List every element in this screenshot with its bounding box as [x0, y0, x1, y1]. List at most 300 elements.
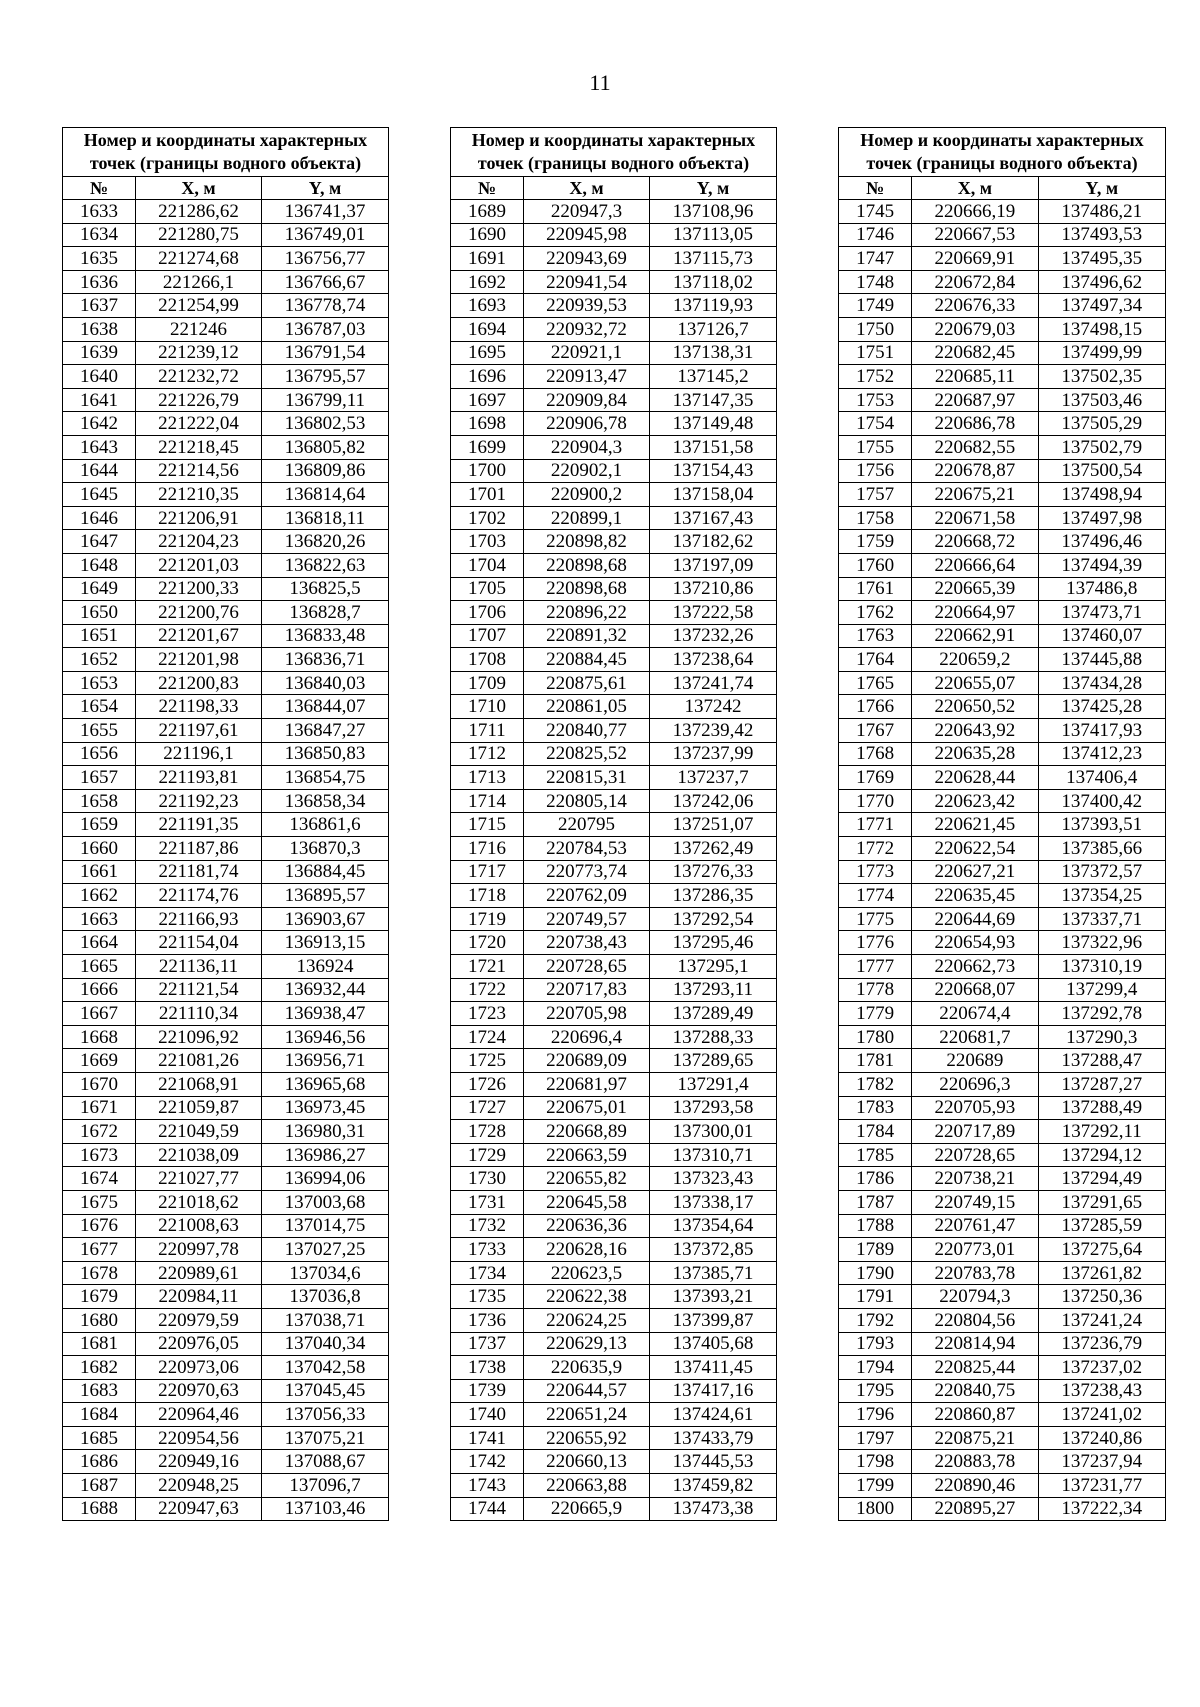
- table-row: [451, 1332, 777, 1356]
- x-coordinate-cell: 220621,45: [912, 813, 1038, 837]
- point-number-cell: 1674: [63, 1167, 136, 1191]
- x-coordinate-cell: 220815,31: [524, 766, 650, 790]
- y-coordinate-cell: 137299,4: [1038, 978, 1165, 1002]
- point-number-cell: 1703: [451, 530, 524, 554]
- table-row: [839, 1474, 1166, 1498]
- table-row: [63, 1356, 389, 1380]
- x-coordinate-cell: 221136,11: [136, 955, 262, 979]
- table-row: [839, 1238, 1166, 1262]
- y-coordinate-cell: 137108,96: [650, 200, 777, 224]
- y-coordinate-cell: 137292,54: [650, 907, 777, 931]
- x-coordinate-cell: 220675,01: [524, 1096, 650, 1120]
- table-row: [451, 200, 777, 224]
- x-coordinate-cell: 220635,45: [912, 884, 1038, 908]
- table-row: [451, 435, 777, 459]
- x-coordinate-cell: 220906,78: [524, 412, 650, 436]
- y-coordinate-cell: 136791,54: [262, 341, 389, 365]
- point-number-cell: 1755: [839, 435, 912, 459]
- table-row: [451, 1167, 777, 1191]
- table-row: [63, 1049, 389, 1073]
- point-number-cell: 1725: [451, 1049, 524, 1073]
- point-number-cell: 1681: [63, 1332, 136, 1356]
- y-coordinate-cell: 137241,74: [650, 671, 777, 695]
- point-number-cell: 1706: [451, 601, 524, 625]
- table-row: [839, 648, 1166, 672]
- table-caption: Номер и координаты характерных точек (границы водного объекта): [63, 128, 389, 177]
- table-row: [63, 813, 389, 837]
- x-coordinate-cell: 220883,78: [912, 1450, 1038, 1474]
- y-coordinate-cell: 137294,49: [1038, 1167, 1165, 1191]
- table-row: [839, 412, 1166, 436]
- table-row: [839, 1190, 1166, 1214]
- table-row: [63, 483, 389, 507]
- point-number-cell: 1643: [63, 435, 136, 459]
- x-coordinate-cell: 220628,44: [912, 766, 1038, 790]
- y-coordinate-cell: 137038,71: [262, 1308, 389, 1332]
- x-coordinate-cell: 220943,69: [524, 247, 650, 271]
- point-number-cell: 1671: [63, 1096, 136, 1120]
- point-number-cell: 1649: [63, 577, 136, 601]
- x-coordinate-cell: 221222,04: [136, 412, 262, 436]
- table-row: [839, 1450, 1166, 1474]
- x-coordinate-cell: 220947,3: [524, 200, 650, 224]
- point-number-cell: 1648: [63, 553, 136, 577]
- x-coordinate-cell: 220783,78: [912, 1261, 1038, 1285]
- y-coordinate-cell: 136802,53: [262, 412, 389, 436]
- x-coordinate-cell: 220681,97: [524, 1072, 650, 1096]
- point-number-cell: 1668: [63, 1025, 136, 1049]
- table-row: [451, 1096, 777, 1120]
- x-coordinate-cell: 221197,61: [136, 719, 262, 743]
- table-row: [63, 978, 389, 1002]
- point-number-cell: 1718: [451, 884, 524, 908]
- point-number-cell: 1693: [451, 294, 524, 318]
- table-row: [839, 624, 1166, 648]
- point-number-cell: 1764: [839, 648, 912, 672]
- x-coordinate-cell: 221110,34: [136, 1002, 262, 1026]
- x-coordinate-cell: 220973,06: [136, 1356, 262, 1380]
- x-coordinate-cell: 220629,13: [524, 1332, 650, 1356]
- table-row: [451, 1356, 777, 1380]
- y-coordinate-cell: 137056,33: [262, 1403, 389, 1427]
- x-coordinate-cell: 220954,56: [136, 1426, 262, 1450]
- table-row: [63, 577, 389, 601]
- point-number-cell: 1763: [839, 624, 912, 648]
- x-coordinate-cell: 220655,07: [912, 671, 1038, 695]
- y-coordinate-cell: 136861,6: [262, 813, 389, 837]
- x-coordinate-cell: 221096,92: [136, 1025, 262, 1049]
- x-coordinate-cell: 220909,84: [524, 388, 650, 412]
- y-coordinate-cell: 137014,75: [262, 1214, 389, 1238]
- x-coordinate-cell: 220623,5: [524, 1261, 650, 1285]
- y-coordinate-cell: 137434,28: [1038, 671, 1165, 695]
- y-coordinate-cell: 137237,94: [1038, 1450, 1165, 1474]
- x-coordinate-cell: 220668,89: [524, 1120, 650, 1144]
- y-coordinate-cell: 137425,28: [1038, 695, 1165, 719]
- point-number-cell: 1790: [839, 1261, 912, 1285]
- table-row: [451, 1002, 777, 1026]
- y-coordinate-cell: 137197,09: [650, 553, 777, 577]
- y-coordinate-cell: 136858,34: [262, 789, 389, 813]
- y-coordinate-cell: 136854,75: [262, 766, 389, 790]
- point-number-cell: 1746: [839, 223, 912, 247]
- point-number-cell: 1650: [63, 601, 136, 625]
- column-header-number: №: [451, 177, 524, 200]
- x-coordinate-cell: 220678,87: [912, 459, 1038, 483]
- x-coordinate-cell: 220984,11: [136, 1285, 262, 1309]
- y-coordinate-cell: 137287,27: [1038, 1072, 1165, 1096]
- y-coordinate-cell: 137210,86: [650, 577, 777, 601]
- y-coordinate-cell: 137145,2: [650, 365, 777, 389]
- y-coordinate-cell: 137300,01: [650, 1120, 777, 1144]
- x-coordinate-cell: 220679,03: [912, 317, 1038, 341]
- table-row: [839, 978, 1166, 1002]
- table-body: [839, 200, 1166, 1521]
- x-coordinate-cell: 221200,76: [136, 601, 262, 625]
- point-number-cell: 1639: [63, 341, 136, 365]
- x-coordinate-cell: 220738,43: [524, 931, 650, 955]
- table-row: [839, 719, 1166, 743]
- x-coordinate-cell: 220654,93: [912, 931, 1038, 955]
- point-number-cell: 1690: [451, 223, 524, 247]
- point-number-cell: 1685: [63, 1426, 136, 1450]
- x-coordinate-cell: 220662,73: [912, 955, 1038, 979]
- y-coordinate-cell: 137295,46: [650, 931, 777, 955]
- y-coordinate-cell: 137158,04: [650, 483, 777, 507]
- y-coordinate-cell: 136938,47: [262, 1002, 389, 1026]
- y-coordinate-cell: 137147,35: [650, 388, 777, 412]
- y-coordinate-cell: 137288,49: [1038, 1096, 1165, 1120]
- x-coordinate-cell: 220665,39: [912, 577, 1038, 601]
- point-number-cell: 1644: [63, 459, 136, 483]
- table-row: [451, 1190, 777, 1214]
- table-row: [451, 789, 777, 813]
- y-coordinate-cell: 137337,71: [1038, 907, 1165, 931]
- y-coordinate-cell: 137502,35: [1038, 365, 1165, 389]
- point-number-cell: 1789: [839, 1238, 912, 1262]
- x-coordinate-cell: 220825,44: [912, 1356, 1038, 1380]
- y-coordinate-cell: 137295,1: [650, 955, 777, 979]
- point-number-cell: 1701: [451, 483, 524, 507]
- x-coordinate-cell: 220717,83: [524, 978, 650, 1002]
- y-coordinate-cell: 137498,15: [1038, 317, 1165, 341]
- table-row: [451, 1214, 777, 1238]
- y-coordinate-cell: 137115,73: [650, 247, 777, 271]
- y-coordinate-cell: 137354,64: [650, 1214, 777, 1238]
- x-coordinate-cell: 221038,09: [136, 1143, 262, 1167]
- y-coordinate-cell: 137417,16: [650, 1379, 777, 1403]
- point-number-cell: 1776: [839, 931, 912, 955]
- y-coordinate-cell: 137310,71: [650, 1143, 777, 1167]
- table-row: [63, 1332, 389, 1356]
- table-row: [451, 530, 777, 554]
- point-number-cell: 1700: [451, 459, 524, 483]
- y-coordinate-cell: 137354,25: [1038, 884, 1165, 908]
- point-number-cell: 1689: [451, 200, 524, 224]
- table-row: [839, 483, 1166, 507]
- y-coordinate-cell: 137285,59: [1038, 1214, 1165, 1238]
- x-coordinate-cell: 221200,33: [136, 577, 262, 601]
- x-coordinate-cell: 220921,1: [524, 341, 650, 365]
- table-row: [451, 1143, 777, 1167]
- table-row: [839, 388, 1166, 412]
- point-number-cell: 1777: [839, 955, 912, 979]
- point-number-cell: 1756: [839, 459, 912, 483]
- point-number-cell: 1724: [451, 1025, 524, 1049]
- table-row: [451, 1474, 777, 1498]
- x-coordinate-cell: 220898,68: [524, 577, 650, 601]
- x-coordinate-cell: 220627,21: [912, 860, 1038, 884]
- point-number-cell: 1658: [63, 789, 136, 813]
- point-number-cell: 1652: [63, 648, 136, 672]
- y-coordinate-cell: 137288,47: [1038, 1049, 1165, 1073]
- x-coordinate-cell: 220875,21: [912, 1426, 1038, 1450]
- y-coordinate-cell: 137276,33: [650, 860, 777, 884]
- y-coordinate-cell: 137237,99: [650, 742, 777, 766]
- y-coordinate-cell: 137486,8: [1038, 577, 1165, 601]
- x-coordinate-cell: 220895,27: [912, 1497, 1038, 1521]
- x-coordinate-cell: 220976,05: [136, 1332, 262, 1356]
- point-number-cell: 1719: [451, 907, 524, 931]
- x-coordinate-cell: 220676,33: [912, 294, 1038, 318]
- x-coordinate-cell: 220896,22: [524, 601, 650, 625]
- point-number-cell: 1744: [451, 1497, 524, 1521]
- y-coordinate-cell: 137237,7: [650, 766, 777, 790]
- point-number-cell: 1782: [839, 1072, 912, 1096]
- y-coordinate-cell: 137499,99: [1038, 341, 1165, 365]
- column-header-x: X, м: [524, 177, 650, 200]
- x-coordinate-cell: 221206,91: [136, 506, 262, 530]
- point-number-cell: 1636: [63, 270, 136, 294]
- point-number-cell: 1704: [451, 553, 524, 577]
- table-row: [839, 577, 1166, 601]
- y-coordinate-cell: 136973,45: [262, 1096, 389, 1120]
- x-coordinate-cell: 220672,84: [912, 270, 1038, 294]
- y-coordinate-cell: 136850,83: [262, 742, 389, 766]
- y-coordinate-cell: 137239,42: [650, 719, 777, 743]
- table-row: [839, 294, 1166, 318]
- column-header-x: X, м: [136, 177, 262, 200]
- point-number-cell: 1780: [839, 1025, 912, 1049]
- table-row: [839, 341, 1166, 365]
- table-row: [451, 813, 777, 837]
- x-coordinate-cell: 221204,23: [136, 530, 262, 554]
- point-number-cell: 1775: [839, 907, 912, 931]
- table-row: [451, 1261, 777, 1285]
- x-coordinate-cell: 220890,46: [912, 1474, 1038, 1498]
- y-coordinate-cell: 137400,42: [1038, 789, 1165, 813]
- x-coordinate-cell: 220814,94: [912, 1332, 1038, 1356]
- table-row: [63, 317, 389, 341]
- column-header-number: №: [63, 177, 136, 200]
- x-coordinate-cell: 221280,75: [136, 223, 262, 247]
- y-coordinate-cell: 137232,26: [650, 624, 777, 648]
- x-coordinate-cell: 220655,82: [524, 1167, 650, 1191]
- table-row: [63, 1167, 389, 1191]
- x-coordinate-cell: 220784,53: [524, 837, 650, 861]
- point-number-cell: 1642: [63, 412, 136, 436]
- point-number-cell: 1793: [839, 1332, 912, 1356]
- y-coordinate-cell: 137126,7: [650, 317, 777, 341]
- table-row: [451, 601, 777, 625]
- point-number-cell: 1778: [839, 978, 912, 1002]
- table-row: [451, 931, 777, 955]
- point-number-cell: 1767: [839, 719, 912, 743]
- x-coordinate-cell: 220659,2: [912, 648, 1038, 672]
- point-number-cell: 1641: [63, 388, 136, 412]
- y-coordinate-cell: 137493,53: [1038, 223, 1165, 247]
- x-coordinate-cell: 221059,87: [136, 1096, 262, 1120]
- point-number-cell: 1769: [839, 766, 912, 790]
- table-row: [63, 1474, 389, 1498]
- point-number-cell: 1760: [839, 553, 912, 577]
- table-row: [451, 223, 777, 247]
- y-coordinate-cell: 136840,03: [262, 671, 389, 695]
- table-row: [451, 695, 777, 719]
- y-coordinate-cell: 136766,67: [262, 270, 389, 294]
- x-coordinate-cell: 220861,05: [524, 695, 650, 719]
- y-coordinate-cell: 137151,58: [650, 435, 777, 459]
- y-coordinate-cell: 137486,21: [1038, 200, 1165, 224]
- point-number-cell: 1741: [451, 1426, 524, 1450]
- y-coordinate-cell: 137242: [650, 695, 777, 719]
- point-number-cell: 1683: [63, 1379, 136, 1403]
- table-row: [63, 388, 389, 412]
- x-coordinate-cell: 220705,93: [912, 1096, 1038, 1120]
- point-number-cell: 1653: [63, 671, 136, 695]
- point-number-cell: 1783: [839, 1096, 912, 1120]
- x-coordinate-cell: 220644,69: [912, 907, 1038, 931]
- table-row: [63, 1450, 389, 1474]
- table-row: [839, 1426, 1166, 1450]
- x-coordinate-cell: 220749,57: [524, 907, 650, 931]
- x-coordinate-cell: 220941,54: [524, 270, 650, 294]
- y-coordinate-cell: 136805,82: [262, 435, 389, 459]
- table-row: [63, 1025, 389, 1049]
- x-coordinate-cell: 220668,72: [912, 530, 1038, 554]
- table-row: [839, 1497, 1166, 1521]
- table-row: [451, 341, 777, 365]
- x-coordinate-cell: 220682,55: [912, 435, 1038, 459]
- point-number-cell: 1747: [839, 247, 912, 271]
- x-coordinate-cell: 221226,79: [136, 388, 262, 412]
- point-number-cell: 1699: [451, 435, 524, 459]
- point-number-cell: 1736: [451, 1308, 524, 1332]
- y-coordinate-cell: 137113,05: [650, 223, 777, 247]
- point-number-cell: 1786: [839, 1167, 912, 1191]
- x-coordinate-cell: 221154,04: [136, 931, 262, 955]
- x-coordinate-cell: 220681,7: [912, 1025, 1038, 1049]
- y-coordinate-cell: 137310,19: [1038, 955, 1165, 979]
- point-number-cell: 1732: [451, 1214, 524, 1238]
- x-coordinate-cell: 220669,91: [912, 247, 1038, 271]
- x-coordinate-cell: 221174,76: [136, 884, 262, 908]
- y-coordinate-cell: 137503,46: [1038, 388, 1165, 412]
- y-coordinate-cell: 136756,77: [262, 247, 389, 271]
- y-coordinate-cell: 136994,06: [262, 1167, 389, 1191]
- coordinates-table-1: [62, 127, 389, 1521]
- point-number-cell: 1771: [839, 813, 912, 837]
- point-number-cell: 1752: [839, 365, 912, 389]
- table-row: [451, 1120, 777, 1144]
- point-number-cell: 1723: [451, 1002, 524, 1026]
- table-row: [451, 1379, 777, 1403]
- table-row: [839, 671, 1166, 695]
- y-coordinate-cell: 137459,82: [650, 1474, 777, 1498]
- table-row: [451, 317, 777, 341]
- y-coordinate-cell: 137236,79: [1038, 1332, 1165, 1356]
- x-coordinate-cell: 220664,97: [912, 601, 1038, 625]
- point-number-cell: 1710: [451, 695, 524, 719]
- x-coordinate-cell: 220717,89: [912, 1120, 1038, 1144]
- y-coordinate-cell: 136809,86: [262, 459, 389, 483]
- x-coordinate-cell: 220825,52: [524, 742, 650, 766]
- x-coordinate-cell: 220898,68: [524, 553, 650, 577]
- x-coordinate-cell: 221068,91: [136, 1072, 262, 1096]
- point-number-cell: 1665: [63, 955, 136, 979]
- table-row: [839, 1261, 1166, 1285]
- table-row: [839, 247, 1166, 271]
- y-coordinate-cell: 137027,25: [262, 1238, 389, 1262]
- x-coordinate-cell: 220728,65: [524, 955, 650, 979]
- point-number-cell: 1637: [63, 294, 136, 318]
- point-number-cell: 1734: [451, 1261, 524, 1285]
- x-coordinate-cell: 221081,26: [136, 1049, 262, 1073]
- point-number-cell: 1651: [63, 624, 136, 648]
- x-coordinate-cell: 220773,01: [912, 1238, 1038, 1262]
- x-coordinate-cell: 220667,53: [912, 223, 1038, 247]
- point-number-cell: 1640: [63, 365, 136, 389]
- y-coordinate-cell: 137238,43: [1038, 1379, 1165, 1403]
- x-coordinate-cell: 221187,86: [136, 837, 262, 861]
- y-coordinate-cell: 136946,56: [262, 1025, 389, 1049]
- table-row: [451, 459, 777, 483]
- point-number-cell: 1635: [63, 247, 136, 271]
- x-coordinate-cell: 221018,62: [136, 1190, 262, 1214]
- x-coordinate-cell: 220665,9: [524, 1497, 650, 1521]
- table-row: [63, 506, 389, 530]
- x-coordinate-cell: 220761,47: [912, 1214, 1038, 1238]
- y-coordinate-cell: 136932,44: [262, 978, 389, 1002]
- x-coordinate-cell: 221121,54: [136, 978, 262, 1002]
- point-number-cell: 1757: [839, 483, 912, 507]
- x-coordinate-cell: 220997,78: [136, 1238, 262, 1262]
- column-header-y: Y, м: [262, 177, 389, 200]
- y-coordinate-cell: 137291,65: [1038, 1190, 1165, 1214]
- point-number-cell: 1788: [839, 1214, 912, 1238]
- table-row: [839, 1214, 1166, 1238]
- table-row: [63, 671, 389, 695]
- point-number-cell: 1707: [451, 624, 524, 648]
- x-coordinate-cell: 221286,62: [136, 200, 262, 224]
- y-coordinate-cell: 137500,54: [1038, 459, 1165, 483]
- x-coordinate-cell: 220674,4: [912, 1002, 1038, 1026]
- x-coordinate-cell: 220947,63: [136, 1497, 262, 1521]
- x-coordinate-cell: 221191,35: [136, 813, 262, 837]
- x-coordinate-cell: 220628,16: [524, 1238, 650, 1262]
- table-row: [839, 789, 1166, 813]
- y-coordinate-cell: 137075,21: [262, 1426, 389, 1450]
- table-row: [63, 1238, 389, 1262]
- y-coordinate-cell: 136822,63: [262, 553, 389, 577]
- table-row: [63, 601, 389, 625]
- x-coordinate-cell: 220840,75: [912, 1379, 1038, 1403]
- table-row: [451, 766, 777, 790]
- y-coordinate-cell: 137385,66: [1038, 837, 1165, 861]
- x-coordinate-cell: 220651,24: [524, 1403, 650, 1427]
- x-coordinate-cell: 220689: [912, 1049, 1038, 1073]
- y-coordinate-cell: 137262,49: [650, 837, 777, 861]
